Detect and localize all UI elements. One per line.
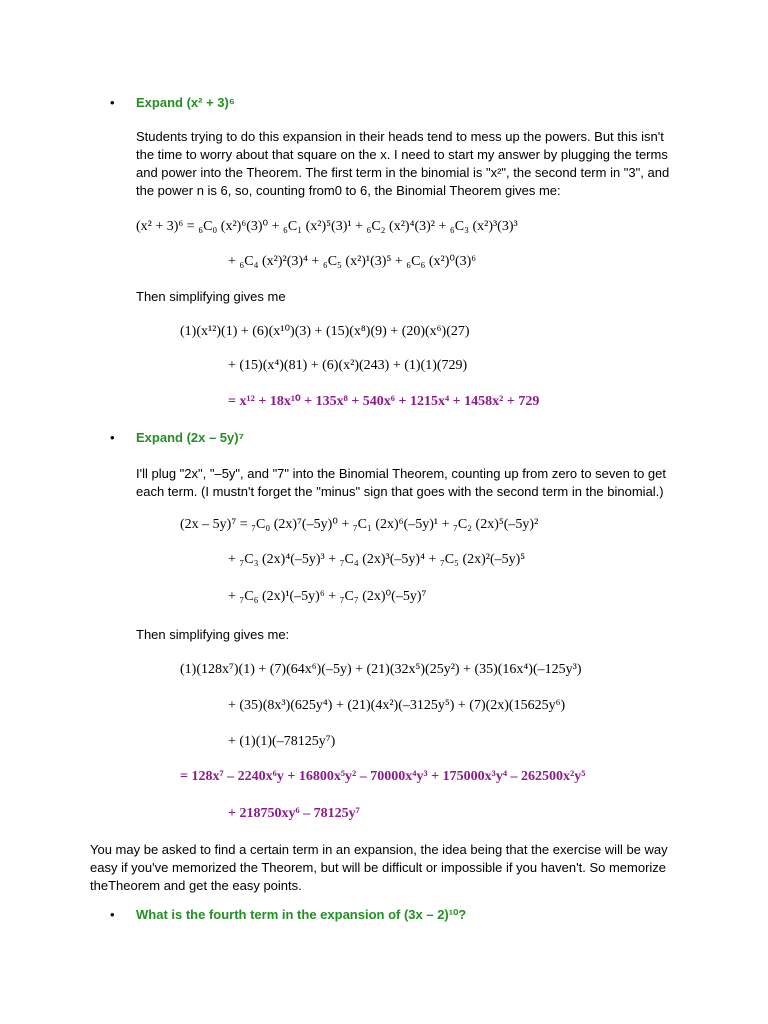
example-1-simplify-line-1: (1)(x¹²)(1) + (6)(x¹⁰)(3) + (15)(x⁸)(9) + (20)(x⁶)(27) [180, 324, 470, 339]
example-2-answer-line-2: + 218750xy⁶ – 78125y⁷ [228, 806, 360, 821]
example-2-simplify-line-3: + (1)(1)(–78125y⁷) [228, 734, 336, 749]
bullet-1: • [110, 95, 115, 110]
example-2-simplify-label: Then simplifying gives me: [136, 627, 290, 642]
example-2-equation-line-1: (2x – 5y)⁷ = ₇C₀ (2x)⁷(–5y)⁰ + ₇C₁ (2x)⁶(–5y)¹ + ₇C₂ (2x)⁵(–5y)² [180, 517, 539, 532]
example-2-simplify-line-2: + (35)(8x³)(625y⁴) + (21)(4x²)(–3125y⁵) + (7)(2x)(15625y⁶) [228, 698, 566, 713]
example-2-equation-line-3: + ₇C₆ (2x)¹(–5y)⁶ + ₇C₇ (2x)⁰(–5y)⁷ [228, 589, 427, 604]
example-3-heading: What is the fourth term in the expansion of (3x – 2)¹⁰? [136, 907, 467, 922]
example-1-intro: Students trying to do this expansion in their heads tend to mess up the powers. But this isn't the time to worry about that square on the x. I need to start my answer by plugging the terms and power into the Theorem. The first term in the binomial is "x²", the second term in "3", and the power n is 6, so, counting from0 to 6, the Binomial Theorem gives me: [136, 129, 670, 198]
example-2-intro: I'll plug "2x", "–5y", and "7" into the Binomial Theorem, counting up from zero to seven to get each term. (I mustn't forget the "minus" sign that goes with the second term in the binomial.) [136, 466, 666, 499]
bullet-3: • [110, 907, 115, 922]
example-1-equation-line-1: (x² + 3)⁶ = ₆C₀ (x²)⁶(3)⁰ + ₆C₁ (x²)⁵(3)¹ + ₆C₂ (x²)⁴(3)² + ₆C₃ (x²)³(3)³ [136, 219, 518, 234]
closing-paragraph: You may be asked to find a certain term in an expansion, the idea being that the exercise will be way easy if you've memorized the Theorem, but will be difficult or impossible if you haven't. So memorize theTheorem and get the easy points. [90, 842, 668, 893]
example-1-simplify-label: Then simplifying gives me [136, 289, 286, 304]
example-1-heading: Expand (x² + 3)⁶ [136, 95, 235, 110]
example-2-heading: Expand (2x – 5y)⁷ [136, 430, 244, 445]
example-2-equation-line-2: + ₇C₃ (2x)⁴(–5y)³ + ₇C₄ (2x)³(–5y)⁴ + ₇C₅ (2x)²(–5y)⁵ [228, 552, 526, 567]
example-1-answer: = x¹² + 18x¹⁰ + 135x⁸ + 540x⁶ + 1215x⁴ + 1458x² + 729 [228, 394, 540, 409]
example-1-simplify-line-2: + (15)(x⁴)(81) + (6)(x²)(243) + (1)(1)(729) [228, 358, 468, 373]
bullet-2: • [110, 430, 115, 445]
example-2-answer-line-1: = 128x⁷ – 2240x⁶y + 16800x⁵y² – 70000x⁴y³ + 175000x³y⁴ – 262500x²y⁵ [180, 769, 586, 784]
example-2-simplify-line-1: (1)(128x⁷)(1) + (7)(64x⁶)(–5y) + (21)(32x⁵)(25y²) + (35)(16x⁴)(–125y³) [180, 662, 582, 677]
example-1-equation-line-2: + ₆C₄ (x²)²(3)⁴ + ₆C₅ (x²)¹(3)⁵ + ₆C₆ (x²)⁰(3)⁶ [228, 254, 477, 269]
